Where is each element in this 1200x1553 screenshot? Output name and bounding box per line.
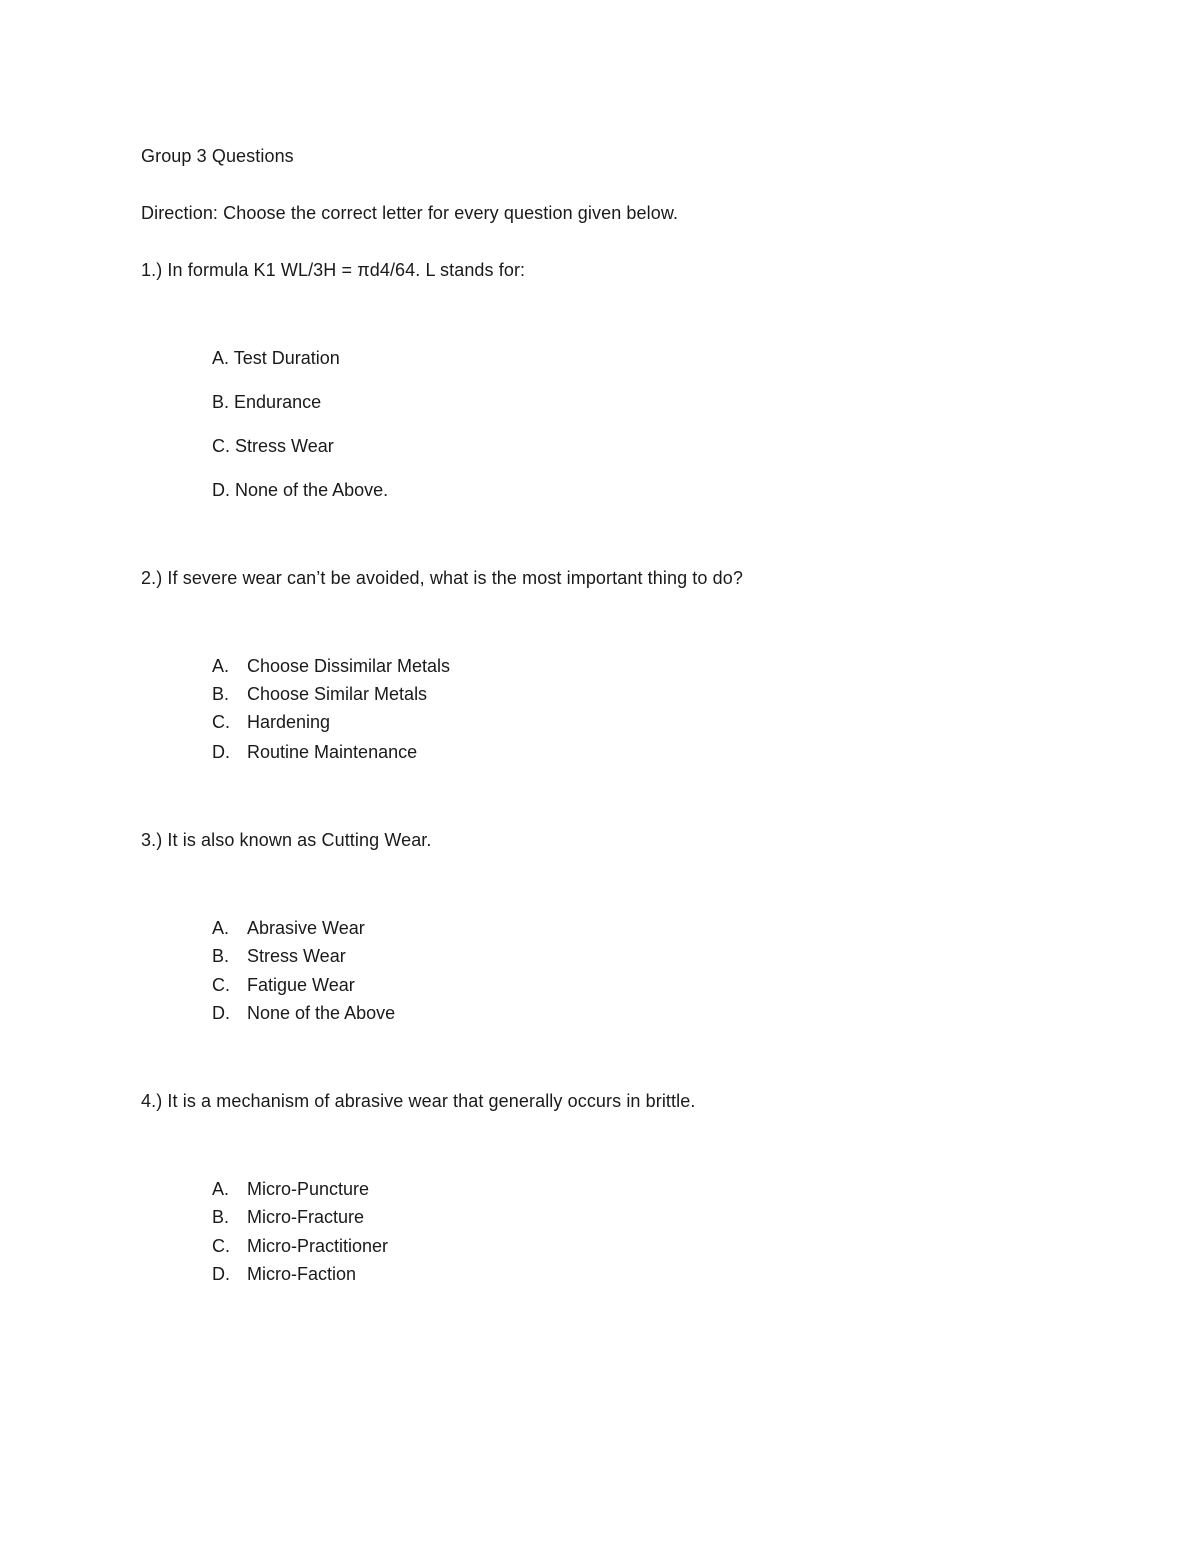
option-letter: B.	[212, 946, 230, 966]
question-2	[141, 567, 743, 589]
option-text: Micro-Fracture	[247, 1207, 365, 1227]
option-text: Fatigue Wear	[247, 975, 355, 995]
option-text: Choose Similar Metals	[247, 684, 428, 704]
question-3	[141, 829, 432, 851]
option-text: Hardening	[247, 712, 331, 732]
option-text: Stress Wear	[235, 436, 334, 456]
option-4d	[212, 1263, 356, 1285]
direction-text: Direction: Choose the correct letter for every question given below.	[141, 203, 679, 223]
question-text: It is a mechanism of abrasive wear that generally occurs in brittle.	[167, 1091, 696, 1111]
option-text: Routine Maintenance	[247, 742, 418, 762]
option-text: Endurance	[234, 392, 322, 412]
question-number: 1.)	[141, 260, 163, 280]
option-2a	[212, 655, 450, 677]
option-letter: A.	[212, 1179, 230, 1199]
option-1b	[212, 391, 321, 413]
option-1a	[212, 347, 340, 369]
question-number: 2.)	[141, 568, 163, 588]
option-1c	[212, 435, 334, 457]
option-letter: D.	[212, 742, 230, 762]
option-letter: C.	[212, 975, 230, 995]
question-4	[141, 1090, 695, 1112]
option-1d	[212, 479, 388, 501]
question-text: If severe wear can’t be avoided, what is the most important thing to do?	[167, 568, 743, 588]
option-text: Micro-Practitioner	[247, 1236, 389, 1256]
option-text: Test Duration	[233, 348, 340, 368]
option-letter: B.	[212, 684, 230, 704]
option-2c	[212, 711, 330, 733]
option-4c	[212, 1235, 388, 1257]
question-number: 3.)	[141, 830, 163, 850]
question-number: 4.)	[141, 1091, 163, 1111]
option-4b	[212, 1206, 364, 1228]
option-4a	[212, 1178, 369, 1200]
option-letter: B.	[212, 392, 230, 412]
option-letter: C.	[212, 436, 230, 456]
option-letter: D.	[212, 1264, 230, 1284]
option-letter: A.	[212, 918, 230, 938]
option-letter: C.	[212, 1236, 230, 1256]
option-3c	[212, 974, 355, 996]
option-text: Abrasive Wear	[247, 918, 365, 938]
option-letter: B.	[212, 1207, 230, 1227]
option-letter: C.	[212, 712, 230, 732]
option-2b	[212, 683, 427, 705]
question-text: It is also known as Cutting Wear.	[167, 830, 432, 850]
option-text: None of the Above	[247, 1003, 396, 1023]
option-text: Stress Wear	[247, 946, 346, 966]
option-3b	[212, 945, 346, 967]
option-3a	[212, 917, 365, 939]
option-text: Choose Dissimilar Metals	[247, 656, 451, 676]
question-1	[141, 259, 525, 281]
option-letter: A.	[212, 348, 230, 368]
option-3d	[212, 1002, 395, 1024]
option-text: Micro-Faction	[247, 1264, 357, 1284]
question-text: In formula K1 WL/3H = πd4/64. L stands for:	[167, 260, 526, 280]
option-text: None of the Above.	[235, 480, 389, 500]
option-letter: A.	[212, 656, 230, 676]
option-letter: D.	[212, 480, 230, 500]
option-2d	[212, 741, 417, 763]
document-title: Group 3 Questions	[141, 146, 294, 166]
option-letter: D.	[212, 1003, 230, 1023]
option-text: Micro-Puncture	[247, 1179, 370, 1199]
